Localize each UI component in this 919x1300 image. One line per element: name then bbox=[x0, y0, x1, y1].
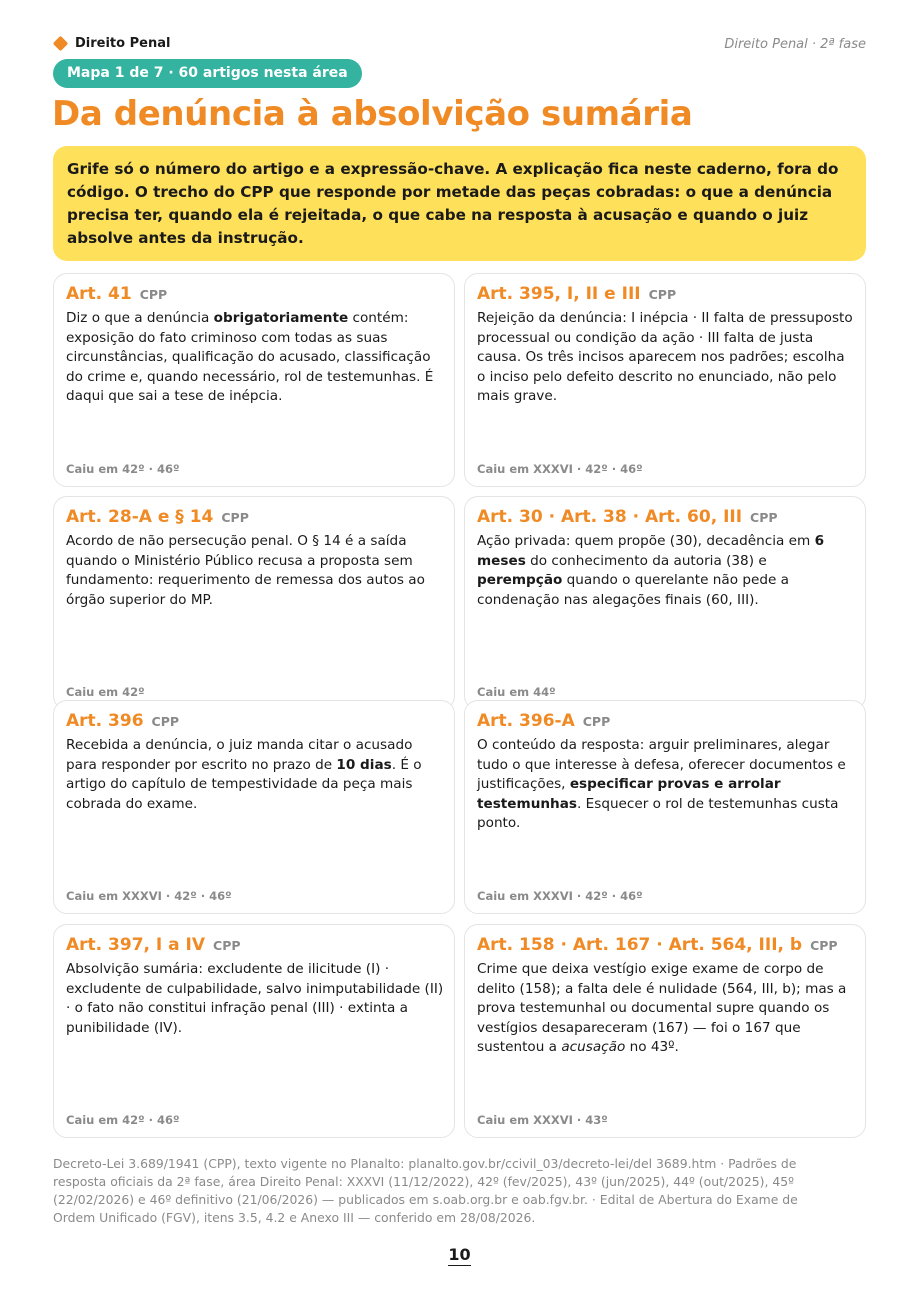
key-expression: obrigatoriamente bbox=[213, 310, 349, 326]
exam-history: Caiu em XXXVI · 42º · 46º bbox=[477, 462, 643, 476]
text-run: . É o artigo do capítulo de tempestividade da peça mais cobrada do exame. bbox=[66, 756, 422, 812]
page-number bbox=[0, 1245, 919, 1264]
sources-note: Decreto-Lei 3.689/1941 (CPP), texto vigente no Planalto: planalto.gov.br/ccivil_03/decreto-lei/del 3689.htm · Padrões de resposta oficiais da 2ª fase, área Direito Penal: XXXVI (11/12/2022), 42º (fev/2025), 43º (jun/2025), 44º (out/2025), 45º (22/02/2026) e 46º definitivo (21/06/2026) — publicados em s.oab.org.br e oab.fgv.br. · Edital de Abertura do Exame de Ordem Unificado (FGV), itens 3.5, 4.2 e Anexo III — conferido em 28/08/2026. bbox=[53, 1156, 798, 1225]
code-tag: CPP bbox=[582, 714, 611, 729]
area-name: Direito Penal bbox=[75, 36, 171, 51]
text-run: Ação privada: quem propõe (30), decadência em bbox=[477, 533, 815, 549]
card-heading bbox=[477, 507, 778, 527]
article-card bbox=[464, 273, 866, 487]
article-card bbox=[53, 496, 455, 710]
card-text bbox=[477, 309, 855, 407]
article-card bbox=[464, 924, 866, 1138]
exam-history: Caiu em XXXVI · 43º bbox=[477, 1113, 608, 1127]
article-reference: Art. 395, I, II e III bbox=[477, 284, 641, 304]
card-text bbox=[66, 309, 444, 407]
card-heading bbox=[66, 507, 249, 527]
code-tag: CPP bbox=[750, 510, 778, 525]
code-tag: CPP bbox=[648, 287, 677, 302]
exam-history: Caiu em 42º · 46º bbox=[66, 462, 180, 476]
card-heading bbox=[66, 935, 241, 955]
card-text bbox=[477, 532, 855, 610]
article-reference: Art. 28-A e § 14 bbox=[66, 507, 214, 527]
page-title: Da denúncia à absolvição sumária bbox=[52, 94, 693, 134]
article-reference: Art. 30 · Art. 38 · Art. 60, III bbox=[477, 507, 743, 527]
card-text bbox=[477, 960, 855, 1058]
key-expression: 6 meses bbox=[477, 533, 825, 569]
article-card bbox=[53, 273, 455, 487]
card-text bbox=[66, 532, 444, 610]
map-badge: Mapa 1 de 7 · 60 artigos nesta área bbox=[53, 59, 362, 88]
text-run: Rejeição da denúncia: I inépcia · II falta de pressuposto processual ou condição da ação · III falta de justa causa. Os três incisos aparecem nos padrões; escolha o inciso pelo defeito descrito no enunciado, não pelo mais grave. bbox=[477, 310, 853, 404]
code-tag: CPP bbox=[810, 938, 838, 953]
exam-history: Caiu em 44º bbox=[477, 685, 556, 699]
text-run: Recebida a denúncia, o juiz manda citar o acusado para responder por escrito no prazo de bbox=[66, 737, 413, 773]
key-expression: perempção bbox=[477, 572, 563, 588]
intro-callout: Grife só o número do artigo e a expressão-chave. A explicação fica neste caderno, fora do código. O trecho do CPP que responde por metade das peças cobradas: o que a denúncia precisa ter, quando ela é rejeitada, o que cabe na resposta à acusação e quando o juiz absolve antes da instrução. bbox=[53, 146, 866, 261]
card-text bbox=[66, 736, 444, 814]
text-run: contém: exposição do fato criminoso com todas as suas circunstâncias, qualificação do acusado, classificação do crime e, quando necessário, rol de testemunhas. É daqui que sai a tese de inépcia. bbox=[66, 310, 434, 404]
text-run: . Esquecer o rol de testemunhas custa ponto. bbox=[477, 795, 839, 831]
article-reference: Art. 41 bbox=[66, 284, 132, 304]
key-expression: especificar provas e arrolar testemunhas bbox=[477, 776, 781, 812]
article-reference: Art. 396 bbox=[66, 711, 144, 731]
article-reference: Art. 396-A bbox=[477, 711, 575, 731]
code-tag: CPP bbox=[213, 938, 241, 953]
text-run: Acordo de não persecução penal. O § 14 é a saída quando o Ministério Público recusa a proposta sem fundamento: requerimento de remessa dos autos ao órgão superior do MP. bbox=[66, 533, 425, 608]
text-run: Absolvição sumária: excludente de ilicitude (I) · excludente de culpabilidade, salvo inimputabilidade (II) · o fato não constitui infração penal (III) · extinta a punibilidade (IV). bbox=[66, 961, 444, 1036]
card-text bbox=[66, 960, 444, 1038]
page-header bbox=[53, 36, 866, 56]
page-number-value: 10 bbox=[448, 1245, 471, 1264]
article-card bbox=[464, 496, 866, 710]
text-run: O conteúdo da resposta: arguir preliminares, alegar tudo o que interesse à defesa, oferecer documentos e justificações, bbox=[477, 737, 846, 792]
key-expression: 10 dias bbox=[336, 756, 392, 773]
article-card bbox=[53, 924, 455, 1138]
exam-history: Caiu em XXXVI · 42º · 46º bbox=[477, 889, 643, 903]
code-tag: CPP bbox=[221, 510, 249, 525]
text-run: Diz o que a denúncia bbox=[66, 310, 214, 326]
code-tag: CPP bbox=[139, 287, 168, 302]
article-reference: Art. 158 · Art. 167 · Art. 564, III, b bbox=[477, 935, 803, 955]
article-card bbox=[53, 700, 455, 914]
exam-history: Caiu em XXXVI · 42º · 46º bbox=[66, 889, 232, 903]
card-heading bbox=[66, 711, 179, 731]
card-heading bbox=[477, 935, 838, 955]
running-title: Direito Penal · 2ª fase bbox=[724, 37, 866, 52]
card-heading bbox=[477, 711, 610, 731]
area-label bbox=[53, 36, 170, 51]
exam-history: Caiu em 42º bbox=[66, 685, 145, 699]
code-tag: CPP bbox=[151, 714, 180, 729]
article-card bbox=[464, 700, 866, 914]
card-text bbox=[477, 736, 855, 834]
diamond-icon bbox=[53, 36, 69, 52]
article-reference: Art. 397, I a IV bbox=[66, 935, 206, 955]
text-run: do conhecimento da autoria (38) e bbox=[525, 552, 767, 569]
text-run: Crime que deixa vestígio exige exame de corpo de delito (158); a falta dele é nulidade (564, III, b); mas a prova testemunhal ou documental supre quando os vestígios desapareceram (167) — foi o 167 que sustentou a bbox=[477, 961, 847, 1055]
text-run: no 43º. bbox=[625, 1039, 679, 1055]
card-heading bbox=[66, 284, 167, 304]
text-run: quando o querelante não pede a condenação nas alegações finais (60, III). bbox=[477, 572, 789, 608]
card-heading bbox=[477, 284, 676, 304]
exam-history: Caiu em 42º · 46º bbox=[66, 1113, 180, 1127]
emphasis-text: acusação bbox=[561, 1039, 626, 1055]
